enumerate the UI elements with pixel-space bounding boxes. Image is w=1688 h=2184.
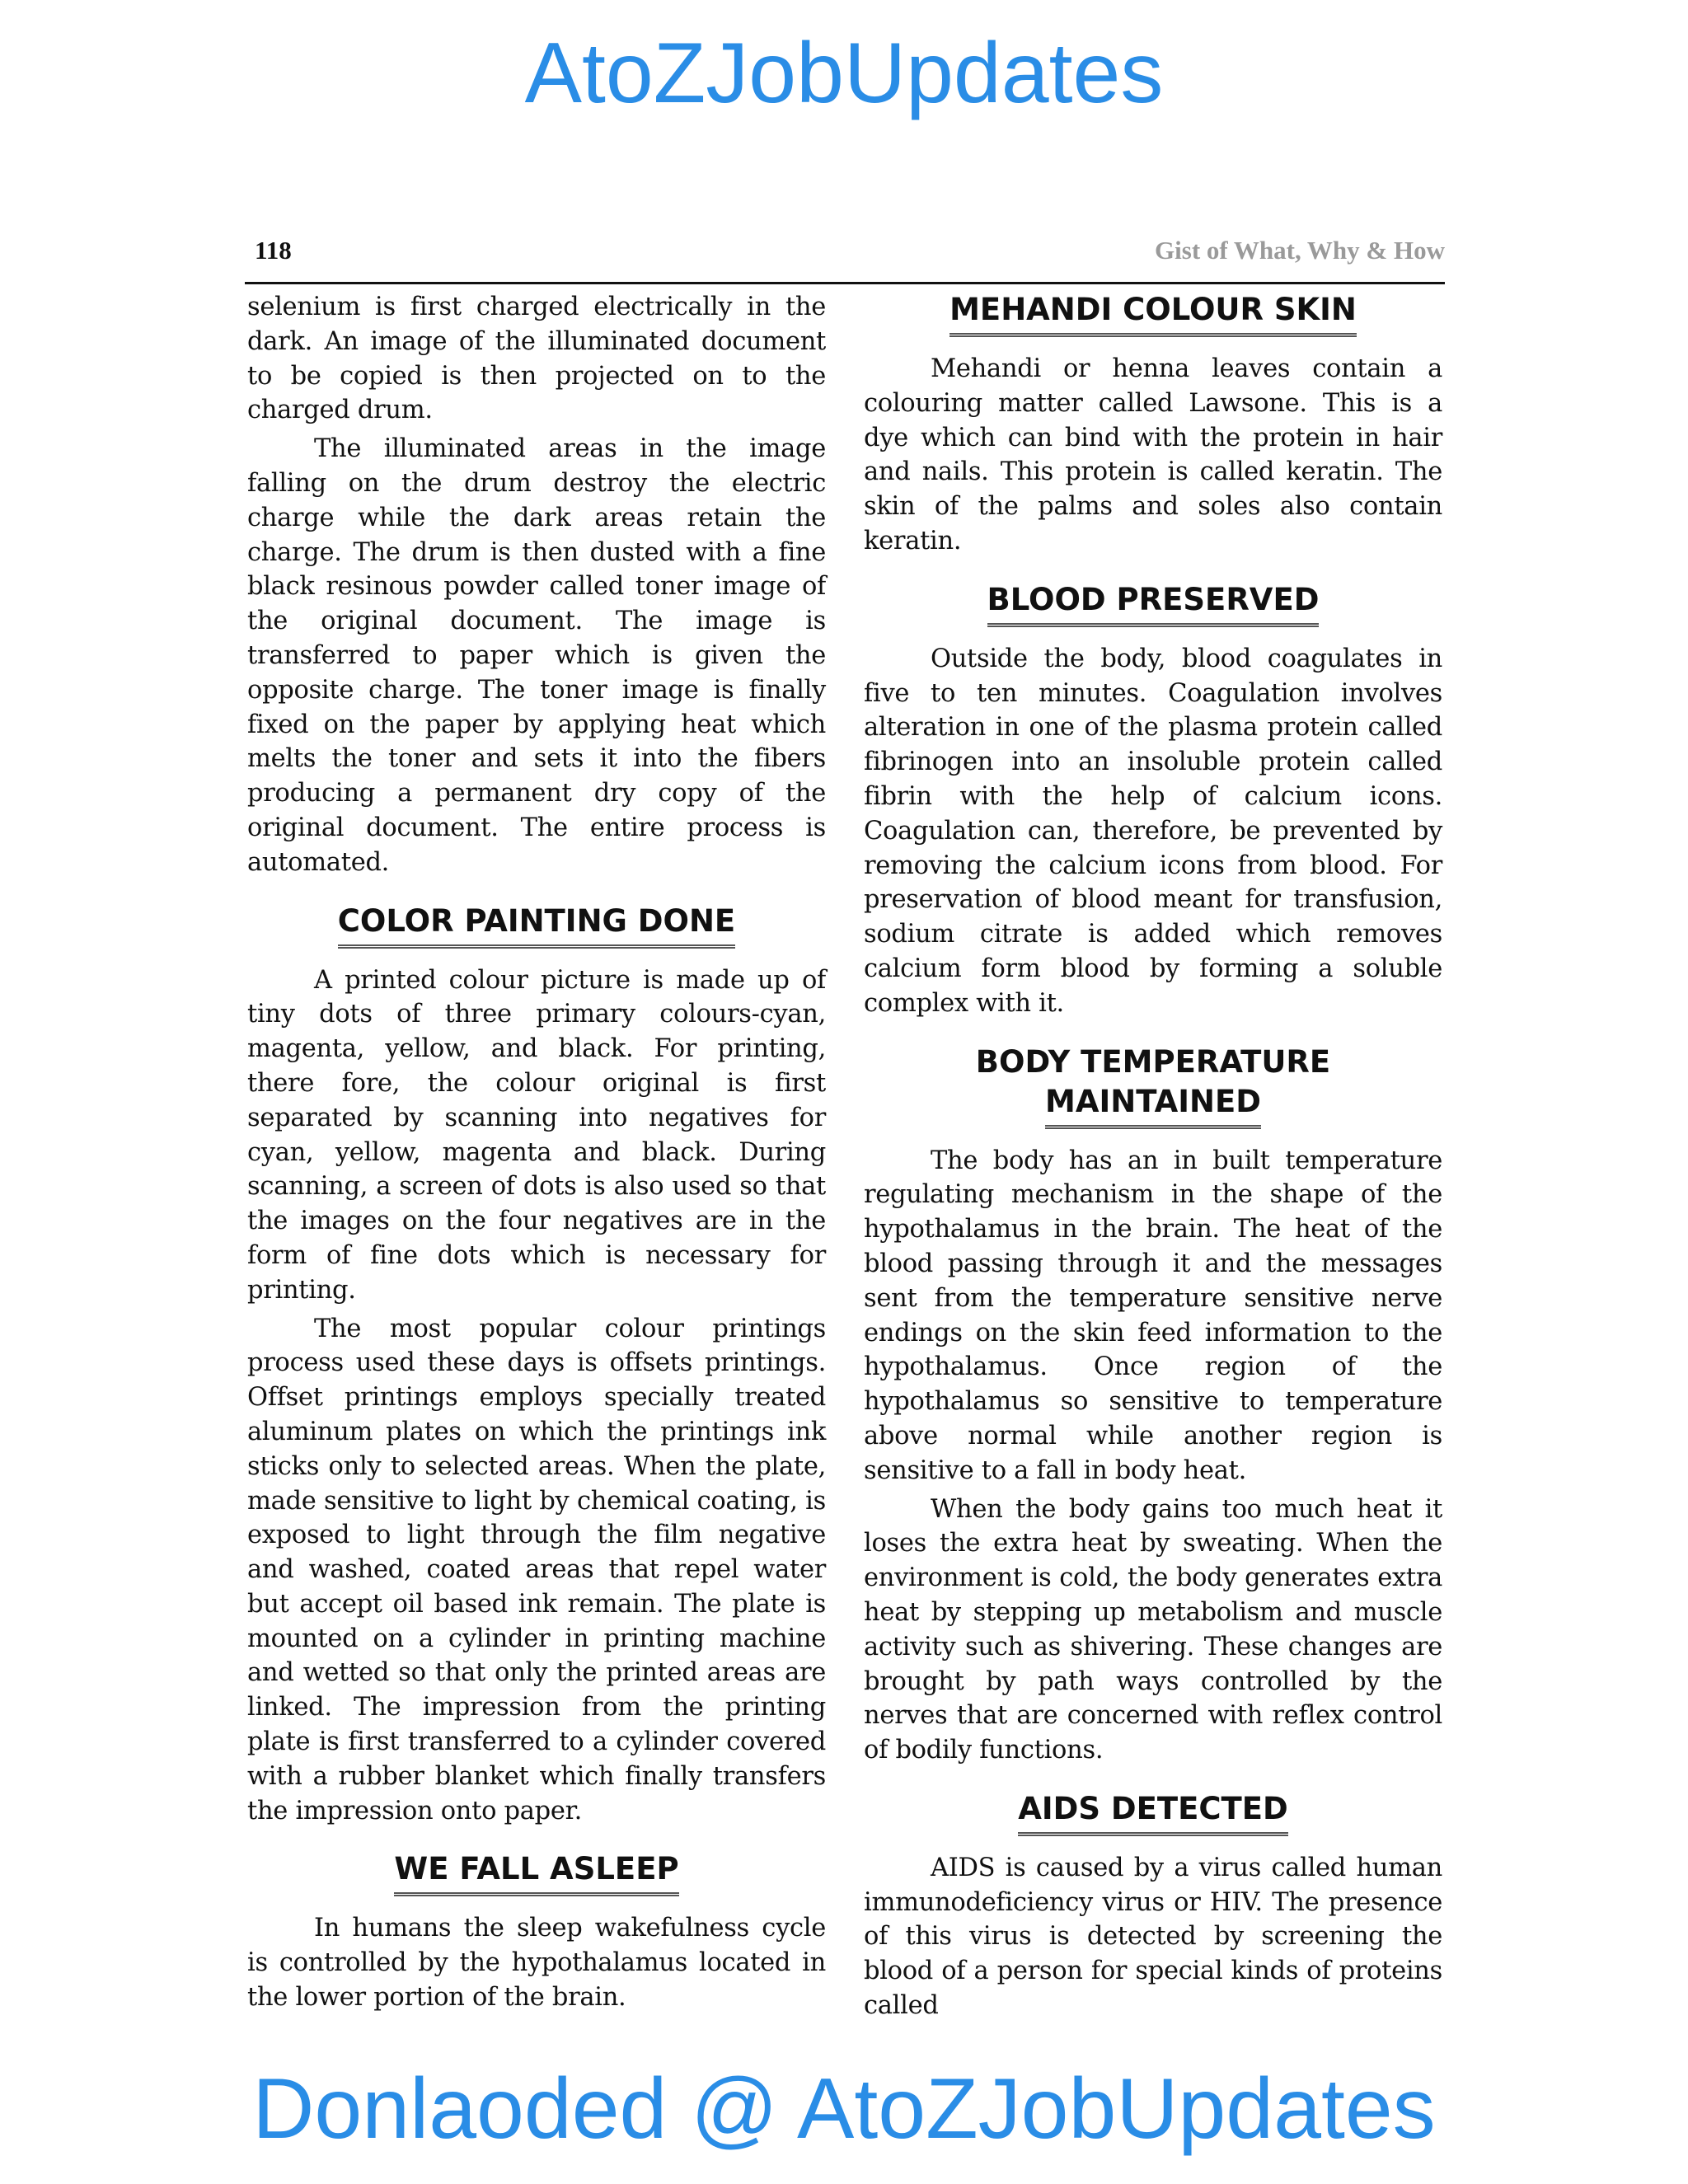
left-column: [247, 290, 826, 2015]
paragraph: In humans the sleep wakefulness cycle is controlled by the hypothalamus located in the lower portion of the brain.: [247, 1914, 826, 2013]
section-heading: [864, 1043, 1442, 1129]
paragraph: The most popular colour printings process used these days is offsets printings. Offset printings employs specially treated aluminum plates on which the printings ink sticks only to selected areas. When the plate, made sensitive to light by chemical coating, is exposed to light through the film negative and washed, coated areas that repel water but accept oil based ink remain. The plate is mounted on a cylinder in printing machine and wetted so that only the printed areas are linked. The impression from the printing plate is first transferred to a cylinder covered with a rubber blanket which finally transfers the impression onto paper.: [247, 1314, 826, 1825]
paragraph: Mehandi or henna leaves contain a colouring matter called Lawsone. This is a dye which can bind with the protein in hair and nails. This protein is called keratin. The skin of the palms and soles also contain keratin.: [864, 354, 1442, 555]
heading-text-line2: MAINTAINED: [1045, 1082, 1261, 1129]
heading-text: MEHANDI COLOUR SKIN: [950, 290, 1357, 337]
paragraph: The body has an in built temperature regulating mechanism in the shape of the hypothalamus in the brain. The heat of the blood passing through it and the messages sent from the temperature sensitive nerve endings on the skin feed information to the hypothalamus. Once region of the hypothalamus so sensitive to temperature above normal while another region is sensitive to a fall in body heat.: [864, 1146, 1442, 1485]
section-heading: [247, 902, 826, 949]
running-header: [245, 232, 1445, 284]
page-number: 118: [255, 236, 292, 265]
heading-text: AIDS DETECTED: [1018, 1789, 1288, 1836]
paragraph: selenium is first charged electrically in the dark. An image of the illuminated document to be copied is then projected on to the charged drum.: [247, 293, 826, 425]
heading-text-line1: BODY TEMPERATURE: [975, 1043, 1331, 1080]
watermark-bottom: Donlaoded @ AtoZJobUpdates: [252, 2061, 1436, 2157]
book-title: Gist of What, Why & How: [1155, 236, 1445, 265]
watermark-top: AtoZJobUpdates: [524, 26, 1164, 121]
paragraph: Outside the body, blood coagulates in five to ten minutes. Coagulation involves alteration in one of the plasma protein called fibrinogen into an insoluble protein called fibrin with the help of calcium icons. Coagulation can, therefore, be prevented by removing the calcium icons from blood. For preservation of blood meant for transfusion, sodium citrate is added which removes calcium form blood by forming a soluble complex with it.: [864, 644, 1442, 1018]
heading-text: BLOOD PRESERVED: [987, 580, 1320, 627]
section-heading: [864, 290, 1442, 337]
paragraph: The illuminated areas in the image falling on the drum destroy the electric charge while the dark areas retain the charge. The drum is then dusted with a fine black resinous powder called toner image of the original document. The image is transferred to paper which is given the opposite charge. The toner image is finally fixed on the paper by applying heat which melts the toner and sets it into the fibers producing a permanent dry copy of the original document. The entire process is automated.: [247, 434, 826, 877]
paragraph: A printed colour picture is made up of tiny dots of three primary colours-cyan, magenta, yellow, and black. For printing, there fore, the colour original is first separated by scanning into negatives for cyan, yellow, magenta and black. During scanning, a screen of dots is also used so that the images on the four negatives are in the form of fine dots which is necessary for printing.: [247, 965, 826, 1305]
right-column: [864, 290, 1442, 2023]
heading-text: WE FALL ASLEEP: [394, 1849, 678, 1896]
section-heading: [864, 1789, 1442, 1836]
section-heading: [247, 1849, 826, 1896]
paragraph: When the body gains too much heat it loses the extra heat by sweating. When the environment is cold, the body generates extra heat by stepping up metabolism and muscle activity such as shivering. These changes are brought by path ways controlled by the nerves that are concerned with reflex control of bodily functions.: [864, 1494, 1442, 1765]
heading-text: COLOR PAINTING DONE: [338, 902, 735, 949]
paragraph: AIDS is caused by a virus called human immunodeficiency virus or HIV. The presence of this virus is detected by screening the blood of a person for special kinds of proteins called: [864, 1853, 1442, 2021]
section-heading: [864, 580, 1442, 627]
